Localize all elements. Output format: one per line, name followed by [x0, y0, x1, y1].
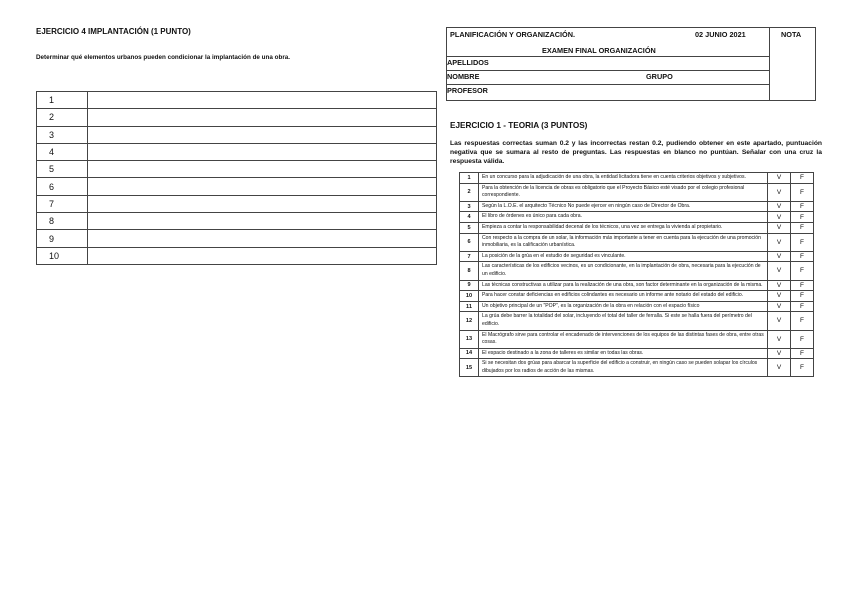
answer-blank-field[interactable] [88, 92, 437, 109]
false-option-box[interactable]: F [791, 348, 814, 359]
question-number: 2 [460, 183, 479, 201]
header-divider [447, 84, 769, 85]
question-row [460, 201, 814, 212]
answer-blank-field[interactable] [88, 230, 437, 247]
false-option-box[interactable]: F [791, 280, 814, 291]
question-number: 15 [460, 359, 479, 377]
answer-row [37, 195, 437, 212]
question-number: 14 [460, 348, 479, 359]
false-option-box[interactable]: F [791, 291, 814, 302]
header-divider [447, 56, 769, 57]
group-label: GRUPO [646, 72, 673, 81]
false-option-box[interactable]: F [791, 212, 814, 223]
answer-blank-field[interactable] [88, 109, 437, 126]
true-option-box[interactable]: V [768, 301, 791, 312]
question-text: Empieza a contar la responsabilidad decenal de los técnicos, una vez se entrega la vivienda al propietario. [479, 222, 768, 233]
exercise4-answer-table [36, 91, 437, 265]
true-option-box[interactable]: V [768, 212, 791, 223]
answer-row [37, 92, 437, 109]
false-option-box[interactable]: F [791, 359, 814, 377]
question-text: Las técnicas constructivas a utilizar para la realización de una obra, son factor determinante en la organización de la misma. [479, 280, 768, 291]
true-option-box[interactable]: V [768, 348, 791, 359]
exam-header-box [446, 27, 816, 101]
answer-blank-field[interactable] [88, 126, 437, 143]
question-row [460, 262, 814, 280]
question-text: La grúa debe barrer la totalidad del solar, incluyendo el total del taller de ferralla. Si este se halla fuera del perímetro del edificio. [479, 312, 768, 330]
question-text: Las características de los edificios vecinos, es un condicionante, en la implantación de obra, necesaria para la ejecución de un edificio. [479, 262, 768, 280]
answer-blank-field[interactable] [88, 143, 437, 160]
question-row [460, 330, 814, 348]
question-text: Para hacer constar deficiencias en edificios colindantes es necesario un informe ante notario del estado del edificio. [479, 291, 768, 302]
grade-label: NOTA [781, 30, 802, 39]
answer-row [37, 178, 437, 195]
true-option-box[interactable]: V [768, 330, 791, 348]
question-text: En un concurso para la adjudicación de una obra, la entidad licitadora tiene en cuenta criterios objetivos y subjetivos. [479, 173, 768, 184]
question-row [460, 173, 814, 184]
question-text: Un objetivo principal de un "POP", es la organización de la obra en relación con el espacio físico [479, 301, 768, 312]
answer-row-number: 9 [37, 230, 88, 247]
question-text: El Macrógrafo sirve para controlar el encadenado de intervenciones de los equipos de las distintas fases de obra, entre otras cosas. [479, 330, 768, 348]
true-option-box[interactable]: V [768, 359, 791, 377]
answer-row-number: 3 [37, 126, 88, 143]
answer-row [37, 143, 437, 160]
answer-row-number: 2 [37, 109, 88, 126]
teacher-label: PROFESOR [447, 86, 488, 95]
question-row [460, 183, 814, 201]
false-option-box[interactable]: F [791, 330, 814, 348]
true-option-box[interactable]: V [768, 233, 791, 251]
question-row [460, 348, 814, 359]
false-option-box[interactable]: F [791, 222, 814, 233]
question-row [460, 233, 814, 251]
true-option-box[interactable]: V [768, 262, 791, 280]
subject-label: PLANIFICACIÓN Y ORGANIZACIÓN. [450, 30, 575, 39]
answer-row [37, 161, 437, 178]
question-row [460, 301, 814, 312]
header-divider [447, 70, 769, 71]
question-text: El espacio destinado a la zona de talleres es similar en todas las obras. [479, 348, 768, 359]
exercise1-question-table [459, 172, 814, 377]
question-number: 11 [460, 301, 479, 312]
answer-row [37, 247, 437, 264]
name-label: NOMBRE [447, 72, 480, 81]
answer-blank-field[interactable] [88, 161, 437, 178]
true-option-box[interactable]: V [768, 222, 791, 233]
question-row [460, 359, 814, 377]
answer-row [37, 126, 437, 143]
false-option-box[interactable]: F [791, 233, 814, 251]
exercise4-prompt: Determinar qué elementos urbanos pueden condicionar la implantación de una obra. [36, 54, 291, 61]
answer-row-number: 10 [37, 247, 88, 264]
answer-blank-field[interactable] [88, 247, 437, 264]
answer-row-number: 5 [37, 161, 88, 178]
exam-title: EXAMEN FINAL ORGANIZACIÓN [542, 46, 656, 55]
question-number: 13 [460, 330, 479, 348]
false-option-box[interactable]: F [791, 183, 814, 201]
question-row [460, 312, 814, 330]
answer-row-number: 6 [37, 178, 88, 195]
answer-blank-field[interactable] [88, 213, 437, 230]
question-row [460, 212, 814, 223]
exercise4-title: EJERCICIO 4 IMPLANTACIÓN (1 PUNTO) [36, 27, 191, 36]
true-option-box[interactable]: V [768, 183, 791, 201]
question-row [460, 291, 814, 302]
answer-row [37, 109, 437, 126]
question-text: Con respecto a la compra de un solar, la información más importante a tener en cuenta para la ejecución de una promoción inmobiliaria, es la calificación urbanística. [479, 233, 768, 251]
true-option-box[interactable]: V [768, 251, 791, 262]
answer-row-number: 4 [37, 143, 88, 160]
true-option-box[interactable]: V [768, 173, 791, 184]
surname-label: APELLIDOS [447, 58, 489, 67]
answer-blank-field[interactable] [88, 195, 437, 212]
false-option-box[interactable]: F [791, 262, 814, 280]
answer-row-number: 8 [37, 213, 88, 230]
question-row [460, 222, 814, 233]
question-number: 8 [460, 262, 479, 280]
true-option-box[interactable]: V [768, 280, 791, 291]
exercise1-instructions: Las respuestas correctas suman 0.2 y las incorrectas restan 0.2, pudiendo obtener en este apartado, puntuación negativa que se sumara al resto de preguntas. Las respuestas en blanco no puntúan. Señalar con una cruz la respuesta válida. [450, 140, 822, 165]
false-option-box[interactable]: F [791, 312, 814, 330]
question-text: Según la L.O.E. el arquitecto Técnico No puede ejercer en ningún caso de Director de Obra. [479, 201, 768, 212]
question-number: 6 [460, 233, 479, 251]
question-number: 9 [460, 280, 479, 291]
question-text: El libro de órdenes es único para cada obra. [479, 212, 768, 223]
question-number: 3 [460, 201, 479, 212]
false-option-box[interactable]: F [791, 301, 814, 312]
true-option-box[interactable]: V [768, 312, 791, 330]
true-option-box[interactable]: V [768, 291, 791, 302]
grade-column-divider [769, 28, 770, 100]
answer-blank-field[interactable] [88, 178, 437, 195]
answer-row-number: 1 [37, 92, 88, 109]
exam-date: 02 JUNIO 2021 [695, 30, 746, 39]
false-option-box[interactable]: F [791, 251, 814, 262]
false-option-box[interactable]: F [791, 173, 814, 184]
question-row [460, 280, 814, 291]
question-number: 7 [460, 251, 479, 262]
question-row [460, 251, 814, 262]
false-option-box[interactable]: F [791, 201, 814, 212]
answer-row [37, 213, 437, 230]
answer-row [37, 230, 437, 247]
question-number: 4 [460, 212, 479, 223]
question-number: 5 [460, 222, 479, 233]
true-option-box[interactable]: V [768, 201, 791, 212]
question-number: 12 [460, 312, 479, 330]
question-text: La posición de la grúa en el estudio de seguridad es vinculante. [479, 251, 768, 262]
question-number: 10 [460, 291, 479, 302]
answer-row-number: 7 [37, 195, 88, 212]
question-text: Para la obtención de la licencia de obras es obligatorio que el Proyecto Básico esté visado por el colegio profesional correspondiente. [479, 183, 768, 201]
question-number: 1 [460, 173, 479, 184]
question-text: Si se necesitan dos grúas para abarcar la superficie del edificio a construir, en ningún caso se pueden solapar los círculos dibujados por los radios de acción de las mismas. [479, 359, 768, 377]
exercise1-title: EJERCICIO 1 - TEORIA (3 PUNTOS) [450, 121, 588, 130]
